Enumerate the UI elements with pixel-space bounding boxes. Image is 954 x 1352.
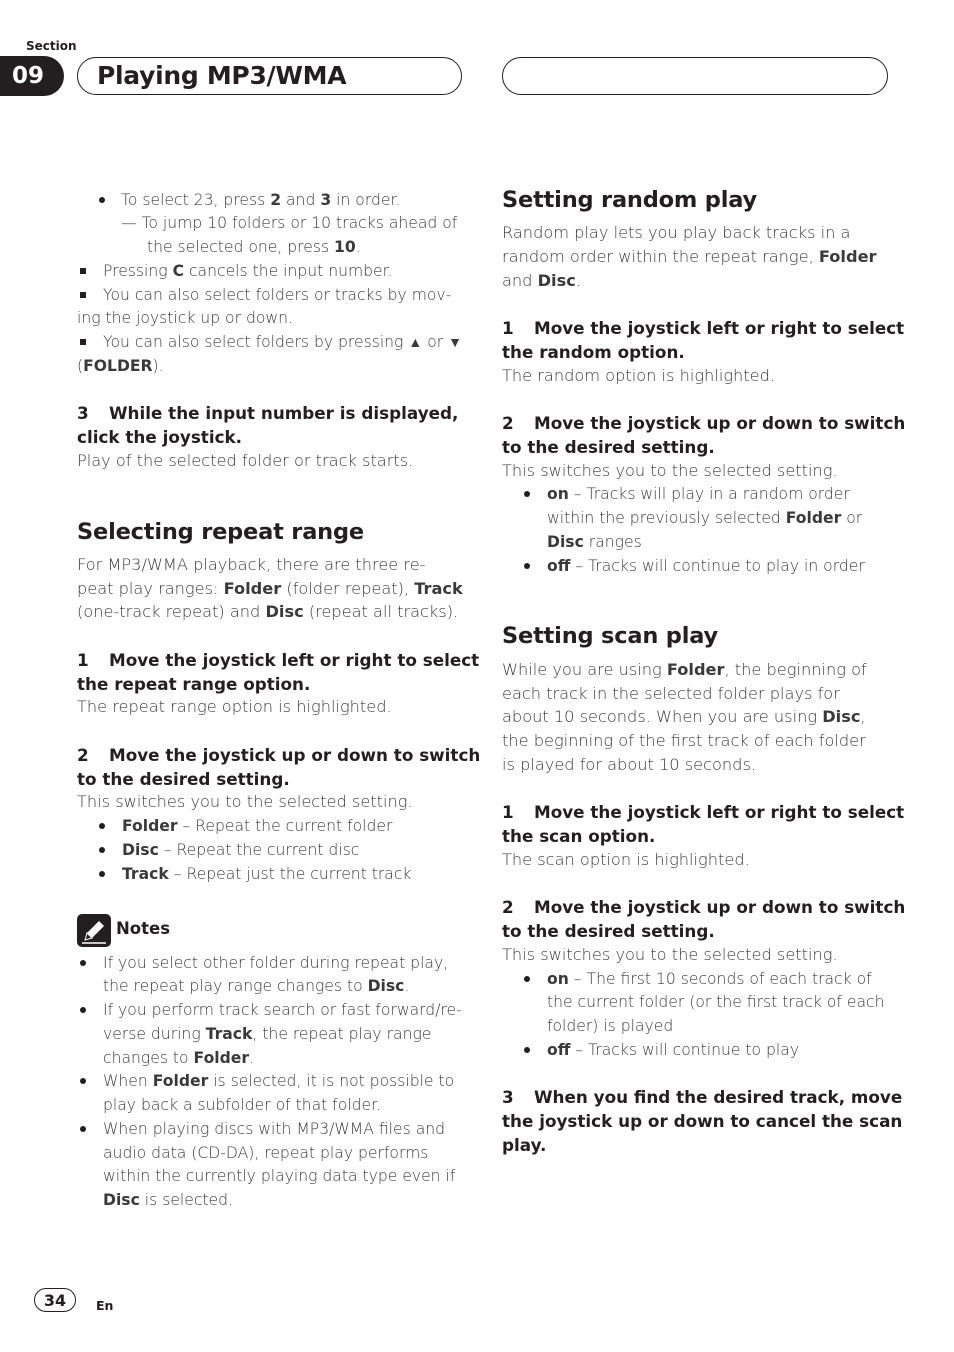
option-item: off – Tracks will continue to play: [547, 1041, 800, 1059]
step-heading: click the joystick.: [77, 427, 243, 447]
note-line: You can also select folders or tracks by mov-: [103, 286, 452, 304]
section-heading: Setting scan play: [502, 623, 718, 649]
paragraph-line: For MP3/WMA playback, there are three re-: [77, 555, 426, 574]
step-heading: to the desired setting.: [502, 921, 715, 941]
step-body: The scan option is highlighted.: [502, 850, 750, 869]
note-line: When playing discs with MP3/WMA files and: [103, 1120, 446, 1138]
square-bullet-icon: [80, 268, 86, 274]
page-title: Playing MP3/WMA: [97, 61, 347, 90]
note-line: When Folder is selected, it is not possible to: [103, 1072, 455, 1090]
bullet-icon: [80, 1126, 86, 1132]
list-item: — To jump 10 folders or 10 tracks ahead of: [121, 214, 458, 232]
note-line: changes to Folder.: [103, 1049, 255, 1067]
up-arrow-icon: ▲: [408, 335, 423, 351]
page-number: 34: [34, 1288, 76, 1312]
note-line: If you perform track search or fast forward/re-: [103, 1001, 462, 1019]
option-item: Folder – Repeat the current folder: [122, 817, 393, 835]
step-heading: to the desired setting.: [502, 437, 715, 457]
paragraph-line: peat play ranges: Folder (folder repeat), Track: [77, 579, 463, 598]
note-line: audio data (CD-DA), repeat play performs: [103, 1144, 429, 1162]
note-line: within the currently playing data type even if: [103, 1167, 456, 1185]
bullet-icon: [524, 976, 530, 982]
step-heading: the random option.: [502, 342, 685, 362]
section-label: Section: [26, 39, 77, 53]
paragraph-line: (one-track repeat) and Disc (repeat all tracks).: [77, 602, 459, 621]
option-item: folder) is played: [547, 1017, 674, 1035]
paragraph-line: While you are using Folder, the beginning of: [502, 660, 867, 679]
bullet-icon: [80, 1007, 86, 1013]
note-line: the repeat play range changes to Disc.: [103, 977, 410, 995]
section-heading: Selecting repeat range: [77, 519, 364, 545]
step-heading: 2 Move the joystick up or down to switch: [77, 745, 481, 765]
down-arrow-icon: ▼: [448, 335, 462, 351]
section-number-tab: 09: [0, 56, 64, 96]
paragraph-line: and Disc.: [502, 271, 581, 290]
language-label: En: [96, 1298, 114, 1313]
note-line: (FOLDER).: [77, 357, 164, 375]
option-item: on – Tracks will play in a random order: [547, 485, 850, 503]
step-heading: 1 Move the joystick left or right to select: [77, 650, 480, 670]
note-line: If you select other folder during repeat play,: [103, 954, 449, 972]
bullet-icon: [80, 960, 86, 966]
option-item: within the previously selected Folder or: [547, 509, 863, 527]
bullet-icon: [524, 563, 530, 569]
paragraph-line: about 10 seconds. When you are using Disc,: [502, 707, 866, 726]
step-heading: 3 While the input number is displayed,: [77, 403, 459, 423]
step-heading: 2 Move the joystick up or down to switch: [502, 413, 906, 433]
notes-pencil-icon: [77, 914, 111, 947]
step-body: This switches you to the selected setting.: [77, 792, 413, 811]
step-heading: 3 When you find the desired track, move: [502, 1087, 903, 1107]
bullet-icon: [524, 1047, 530, 1053]
note-line: verse during Track, the repeat play range: [103, 1025, 432, 1043]
paragraph-line: each track in the selected folder plays for: [502, 684, 840, 703]
paragraph-line: Random play lets you play back tracks in a: [502, 223, 851, 242]
bullet-icon: [80, 1078, 86, 1084]
step-body: Play of the selected folder or track starts.: [77, 451, 414, 470]
step-heading: 1 Move the joystick left or right to select: [502, 318, 905, 338]
note-line: Disc is selected.: [103, 1191, 233, 1209]
paragraph-line: is played for about 10 seconds.: [502, 755, 757, 774]
step-body: The random option is highlighted.: [502, 366, 776, 385]
notes-label: Notes: [116, 919, 171, 938]
option-item: Disc – Repeat the current disc: [122, 841, 360, 859]
list-item: To select 23, press 2 and 3 in order.: [121, 191, 401, 209]
option-item: on – The first 10 seconds of each track of: [547, 970, 872, 988]
step-heading: play.: [502, 1135, 547, 1155]
note-line: ing the joystick up or down.: [77, 309, 293, 327]
section-heading: Setting random play: [502, 187, 757, 213]
paragraph-line: the beginning of the first track of each folder: [502, 731, 866, 750]
paragraph-line: random order within the repeat range, Folder: [502, 247, 877, 266]
step-heading: 1 Move the joystick left or right to select: [502, 802, 905, 822]
option-item: the current folder (or the first track of each: [547, 993, 885, 1011]
bullet-icon: [99, 823, 105, 829]
bullet-icon: [99, 871, 105, 877]
bullet-icon: [524, 491, 530, 497]
square-bullet-icon: [80, 292, 86, 298]
step-heading: the scan option.: [502, 826, 656, 846]
step-heading: to the desired setting.: [77, 769, 290, 789]
step-body: This switches you to the selected setting.: [502, 945, 838, 964]
square-bullet-icon: [80, 339, 86, 345]
header-right-frame: [502, 57, 888, 95]
bullet-icon: [99, 847, 105, 853]
note-line: You can also select folders by pressing ▲ or ▼: [103, 333, 462, 351]
step-body: The repeat range option is highlighted.: [77, 697, 392, 716]
bullet-icon: [99, 197, 105, 203]
step-heading: the joystick up or down to cancel the scan: [502, 1111, 903, 1131]
note-line: play back a subfolder of that folder.: [103, 1096, 382, 1114]
step-body: This switches you to the selected setting.: [502, 461, 838, 480]
option-item: off – Tracks will continue to play in order: [547, 557, 865, 575]
list-item: the selected one, press 10.: [147, 238, 361, 256]
step-heading: the repeat range option.: [77, 674, 311, 694]
option-item: Disc ranges: [547, 533, 642, 551]
option-item: Track – Repeat just the current track: [122, 865, 412, 883]
note-line: Pressing C cancels the input number.: [103, 262, 393, 280]
step-heading: 2 Move the joystick up or down to switch: [502, 897, 906, 917]
